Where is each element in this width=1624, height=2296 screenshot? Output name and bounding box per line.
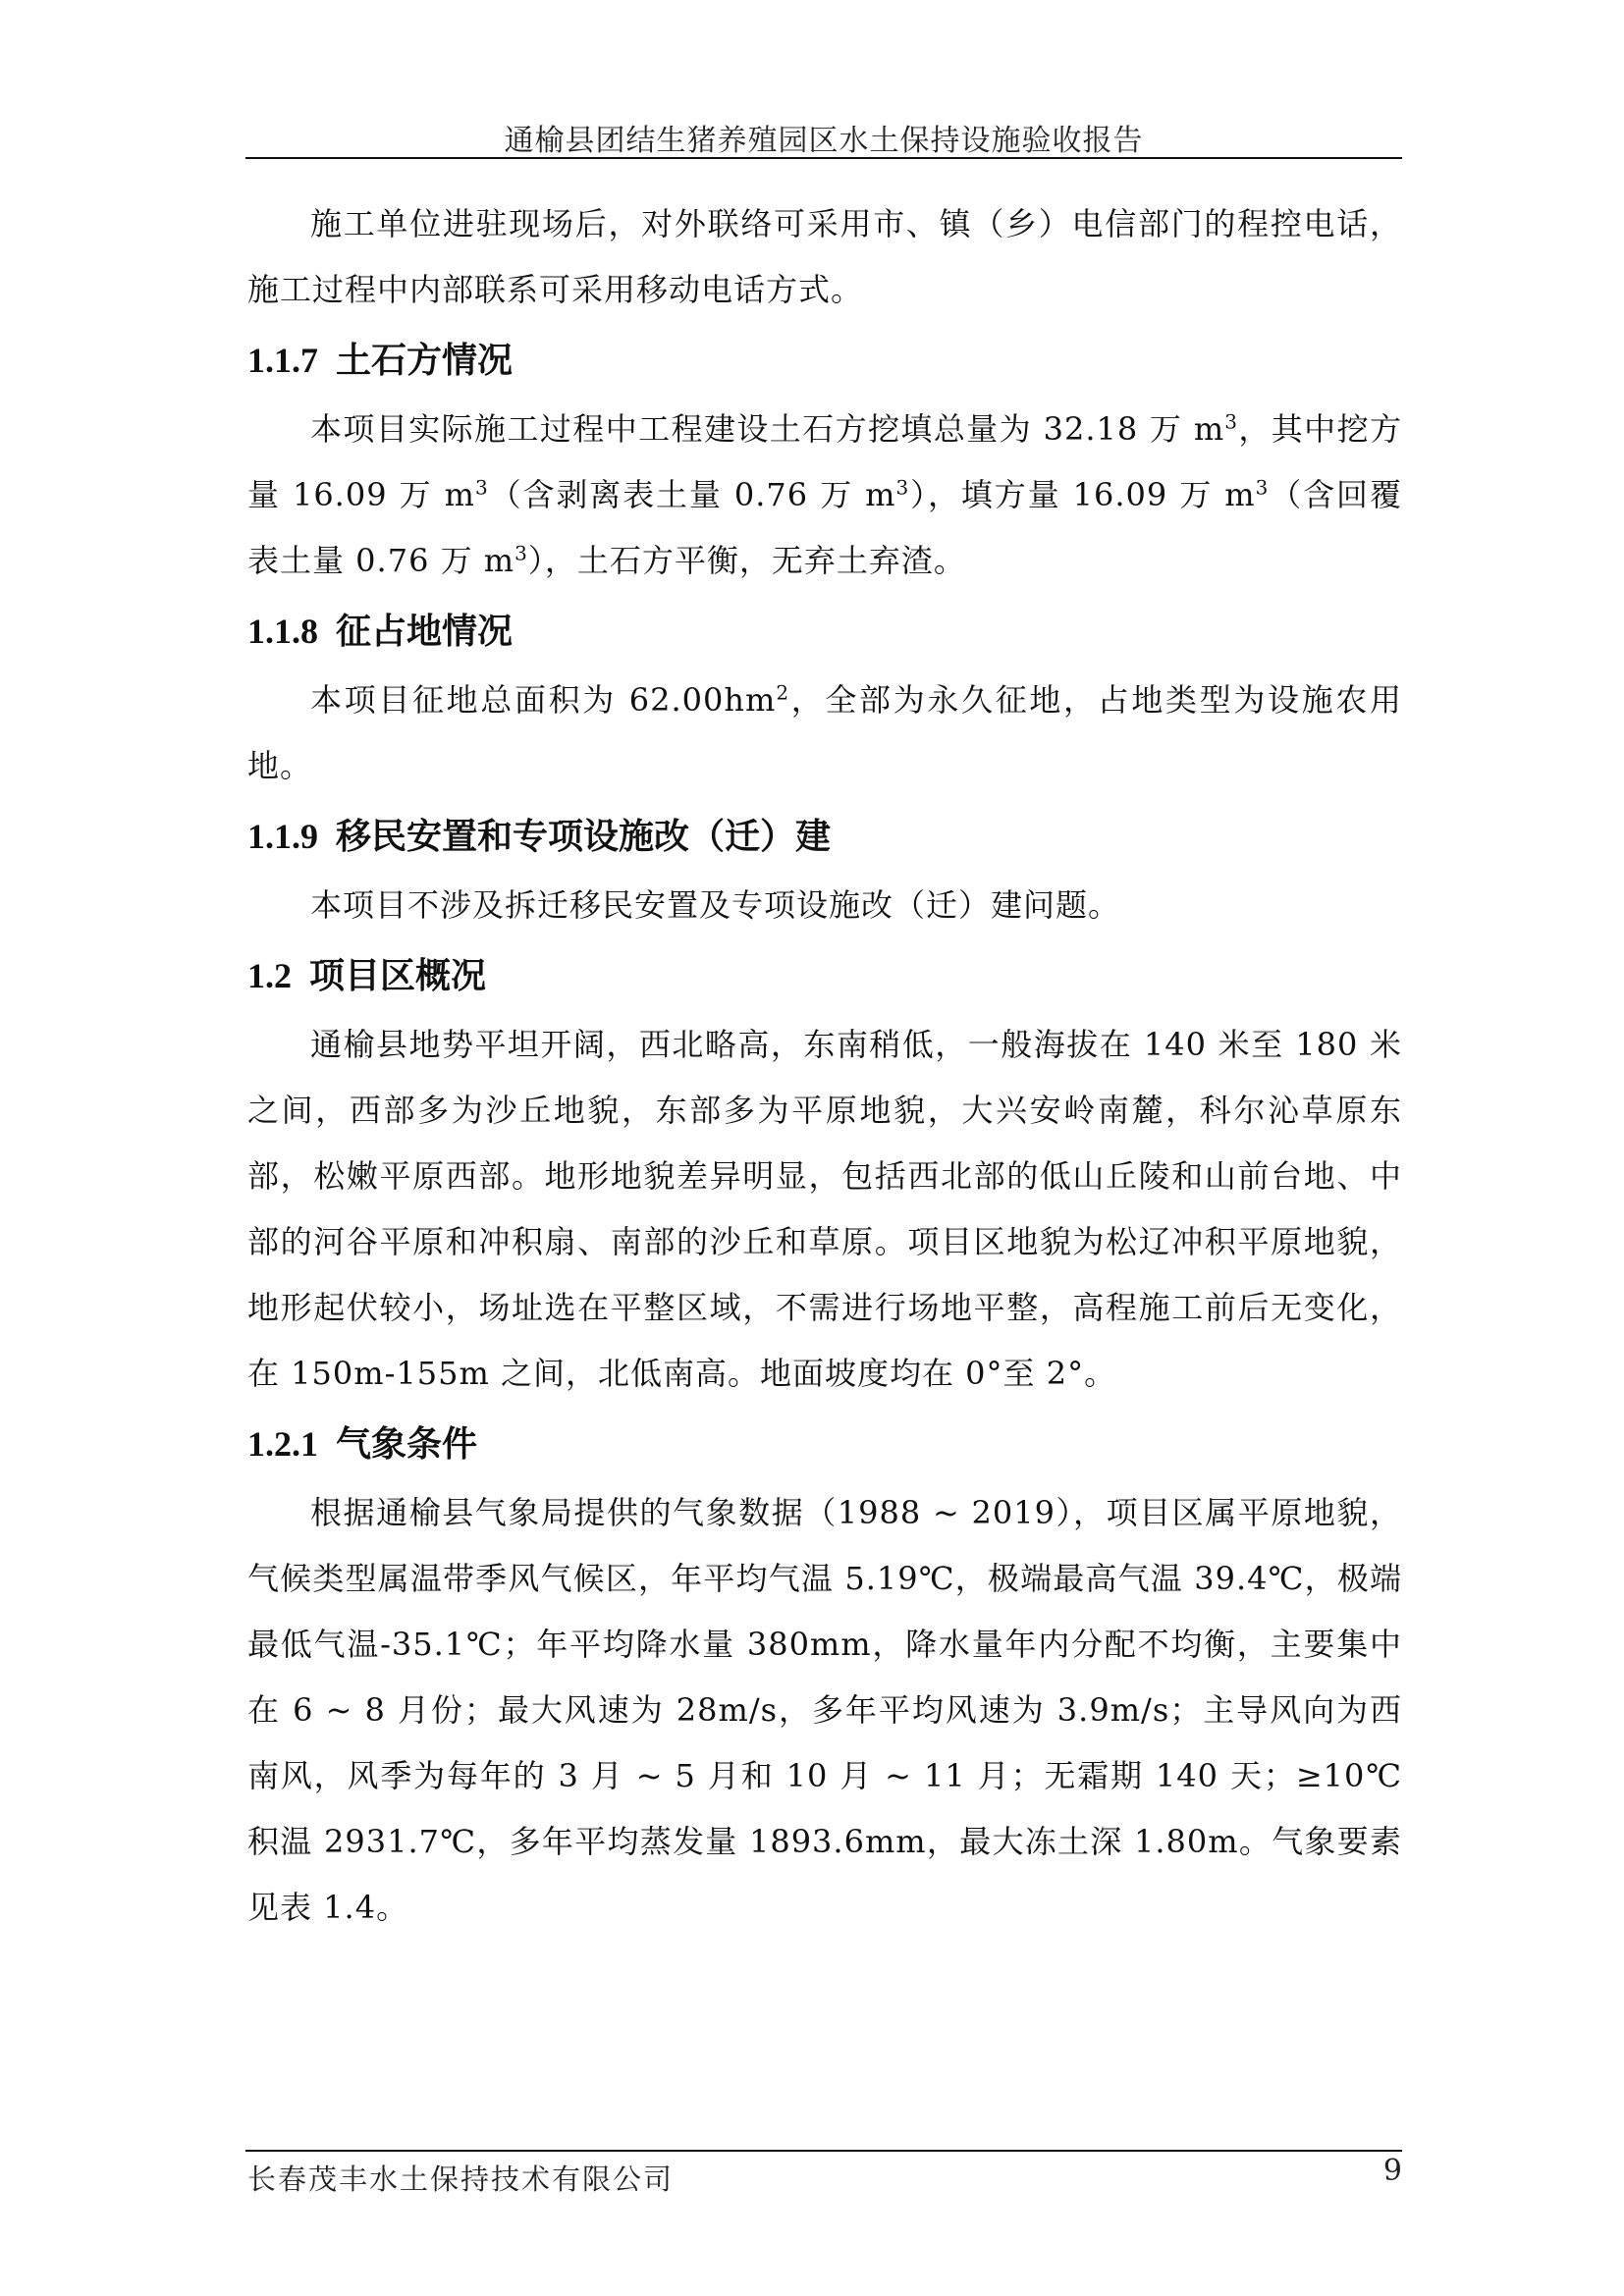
paragraph-climate: 根据通榆县气象局提供的气象数据（1988 ~ 2019），项目区属平原地貌，气候类型属温带季风气候区，年平均气温 5.19℃，极端最高气温 39.4℃，极端最低气温-35.1℃；年平均降水量 380mm，降水量年内分配不均衡，主要集中在 6 ~ 8 月份；最大风速为 28m/s，多年平均风速为 3.9m/s；主导风向为西南风，风季为每年的 3 月 ~ 5 月和 10 月 ~ 11 月；无霜期 140 天；≥10℃积温 2931.7℃，多年平均蒸发量 1893.6mm，最大冻土深 1.80m。气象要素见表 1.4。 <box>247 1494 1402 1926</box>
superscript: 3 <box>474 475 489 500</box>
paragraph-earthwork <box>247 397 1402 594</box>
section-heading-1-1-7 <box>247 329 1402 393</box>
text-run: ，其中挖方量 16.09 万 m <box>247 410 1402 513</box>
text-run: （含剥离表土量 0.76 万 m <box>488 476 896 513</box>
superscript: 3 <box>514 541 528 565</box>
paragraph-project-area: 通榆县地势平坦开阔，西北略高，东南稍低，一般海拔在 140 米至 180 米之间，西部多为沙丘地貌，东部多为平原地貌，大兴安岭南麓，科尔沁草原东部，松嫩平原西部。地形地貌差异明显，包括西北部的低山丘陵和山前台地、中部的河谷平原和冲积扇、南部的沙丘和草原。项目区地貌为松辽冲积平原地貌，地形起伏较小，场址选在平整区域，不需进行场地平整，高程施工前后无变化，在 150m-155m 之间，北低南高。地面坡度均在 0°至 2°。 <box>247 1026 1402 1392</box>
text-run: 本项目征地总面积为 62.00hm <box>310 681 777 719</box>
section-title: 征占地情况 <box>336 612 514 652</box>
superscript: 3 <box>1224 409 1238 434</box>
section-heading-1-1-9 <box>247 805 1402 869</box>
section-number: 1.2.1 <box>247 1424 318 1464</box>
section-number: 1.2 <box>247 956 292 995</box>
section-heading-1-2-1 <box>247 1413 1402 1476</box>
section-number: 1.1.7 <box>247 341 318 380</box>
running-header: 通榆县团结生猪养殖园区水土保持设施验收报告 <box>504 124 1144 158</box>
section-title: 气象条件 <box>336 1424 478 1465</box>
section-number: 1.1.9 <box>247 817 318 856</box>
superscript: 3 <box>895 475 910 500</box>
paragraph-land-use <box>247 667 1402 799</box>
section-title: 土石方情况 <box>336 341 514 381</box>
page-number: 9 <box>1382 2154 1402 2188</box>
section-title: 项目区概况 <box>309 956 487 996</box>
header-rule <box>245 157 1402 159</box>
paragraph-intro: 施工单位进驻现场后，对外联络可采用市、镇（乡）电信部门的程控电话，施工过程中内部联系可采用移动电话方式。 <box>247 205 1402 308</box>
footer-rule <box>245 2150 1402 2152</box>
paragraph-resettlement: 本项目不涉及拆迁移民安置及专项设施改（迁）建问题。 <box>310 886 1121 924</box>
section-heading-1-1-8 <box>247 600 1402 664</box>
text-run: （含回覆表土量 0.76 万 m <box>247 476 1402 579</box>
page-body <box>247 191 1402 1941</box>
superscript: 2 <box>776 680 790 705</box>
footer-company: 长春茂丰水土保持技术有限公司 <box>247 2163 675 2196</box>
superscript: 3 <box>1255 475 1270 500</box>
text-run: 本项目实际施工过程中工程建设土石方挖填总量为 32.18 万 m <box>310 410 1225 448</box>
section-heading-1-2 <box>247 944 1402 1008</box>
text-run: ），土石方平衡，无弃土弃渣。 <box>527 542 966 579</box>
section-title: 移民安置和专项设施改（迁）建 <box>336 817 832 857</box>
text-run: ），填方量 16.09 万 m <box>909 476 1256 513</box>
section-number: 1.1.8 <box>247 612 318 651</box>
text-run: ，全部为永久征地，占地类型为设施农用地。 <box>247 681 1402 784</box>
